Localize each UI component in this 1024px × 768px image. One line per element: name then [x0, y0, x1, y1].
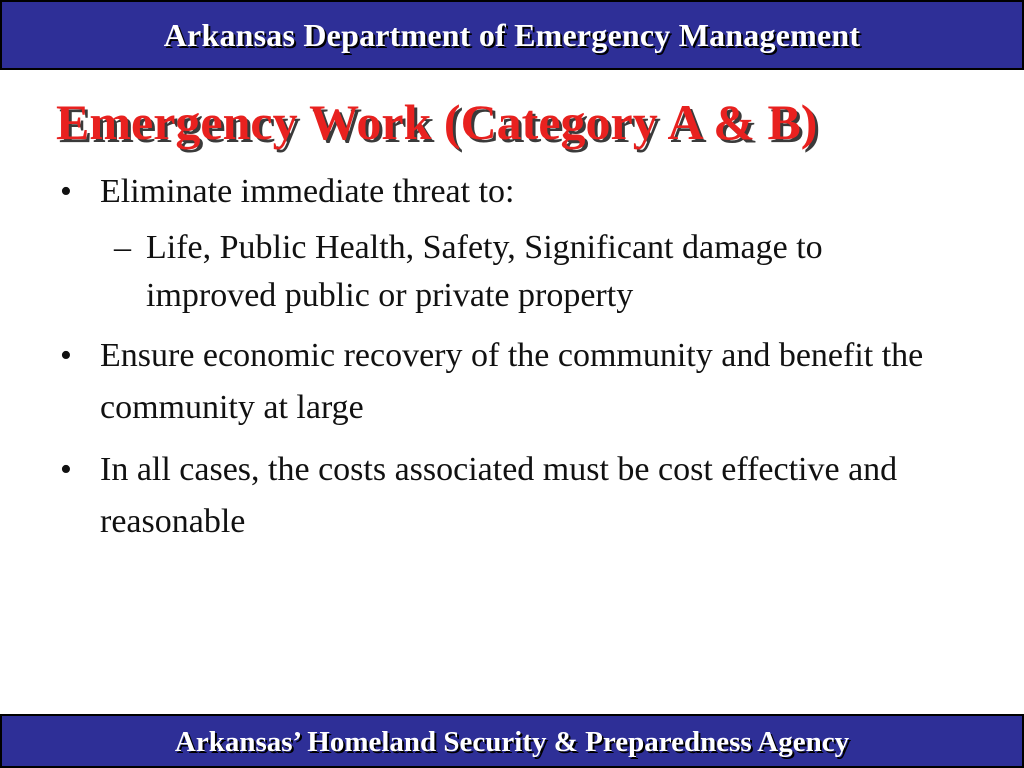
bullet-list [0, 166, 1024, 548]
slide-title: Emergency Work (Category A & B) [56, 94, 818, 150]
bullet-text: In all cases, the costs associated must be cost effective and reasonable [100, 451, 898, 540]
bullet-marker: • [60, 337, 72, 374]
sub-bullet-item [0, 224, 846, 320]
dash-marker: – [114, 229, 131, 266]
bullet-item [0, 330, 930, 434]
bullet-item [0, 444, 930, 548]
bullet-text: Ensure economic recovery of the community and benefit the community at large [100, 337, 924, 426]
bullet-text: Eliminate immediate threat to: [100, 173, 515, 210]
header-banner [0, 0, 1024, 70]
footer-banner [0, 714, 1024, 768]
bullet-marker: • [60, 173, 72, 210]
footer-title: Arkansas’ Homeland Security & Preparedness Agency [174, 726, 850, 758]
header-title: Arkansas Department of Emergency Management [163, 17, 861, 53]
bullet-marker: • [60, 451, 72, 488]
sub-bullet-text: Life, Public Health, Safety, Significant damage to improved public or private property [146, 229, 823, 314]
bullet-item [0, 166, 930, 218]
